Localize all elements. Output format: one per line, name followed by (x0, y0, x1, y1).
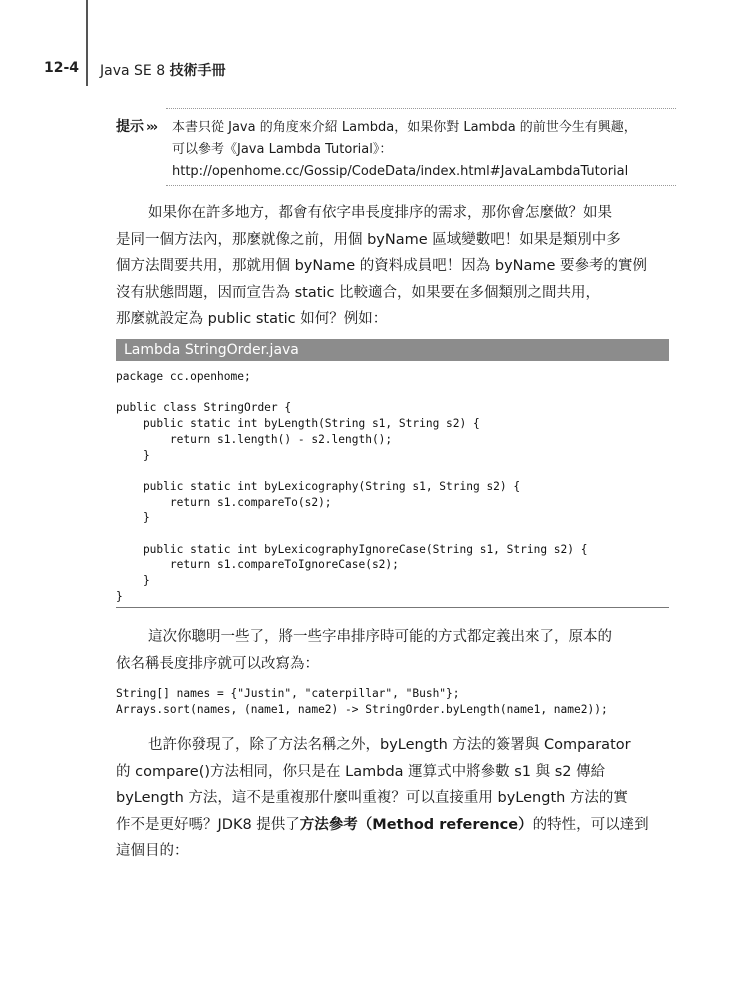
line-end: 的特性，可以達到 (532, 816, 649, 833)
code-line: } (116, 448, 150, 462)
code-line: public static int byLexicography(String s1, String s2) { (116, 479, 521, 493)
tip-line: 可以參考《Java Lambda Tutorial》： (172, 142, 393, 157)
paragraph-line: 也許你發現了，除了方法名稱之外，byLength 方法的簽署與 Comparator (148, 737, 631, 753)
paragraph-line: 那麼就設定為 public static 如何？例如： (116, 311, 388, 327)
triple-chevron-icon: ››› (146, 120, 157, 135)
method-reference-term: 方法參考（Method reference） (299, 816, 533, 833)
book-title-bold: 技術手冊 (169, 63, 226, 79)
tip-label (116, 116, 156, 136)
code-line: } (116, 511, 150, 525)
paragraph-3 (116, 732, 672, 865)
code-listing-bottom-rule (116, 607, 669, 608)
paragraph-line: 是同一個方法內，那麼就像之前，用個 byName 區域變數吧！如果是類別中多 (116, 231, 621, 248)
code-listing (116, 369, 669, 605)
header-vertical-rule (86, 0, 88, 86)
line-start: 作不是更好嗎？JDK8 提供了 (116, 816, 300, 833)
tip-label-text: 提示 (116, 119, 144, 135)
paragraph-line: 沒有狀態問題，因而宣告為 static 比較適合，如果要在多個類別之間共用， (116, 284, 601, 301)
code-line: public static int byLexicographyIgnoreCase(String s1, String s2) { (116, 542, 588, 556)
paragraph-line: 這次你聰明一些了，將一些字串排序時可能的方式都定義出來了，原本的 (148, 629, 612, 645)
code-line: String[] names = {"Justin", "caterpillar", "Bush"}; (116, 687, 460, 700)
paragraph-line: 個方法間要共用，那就用個 byName 的資料成員吧！因為 byName 要參考的實例 (116, 258, 648, 274)
paragraph-line: 如果你在許多地方，都會有依字串長度排序的需求，那你會怎麼做？如果 (148, 205, 612, 221)
tip-box (166, 108, 676, 186)
tip-line: 本書只從 Java 的角度來介紹 Lambda，如果你對 Lambda 的前世今生有興趣， (172, 120, 637, 135)
paragraph-line: byLength 方法，這不是重複那什麼叫重複？可以直接重用 byLength 方法的實 (116, 790, 628, 806)
code-snippet (116, 686, 669, 717)
code-line: } (116, 574, 150, 588)
paragraph-line: 依名稱長度排序就可以改寫為： (116, 655, 319, 672)
code-line: return s1.compareTo(s2); (116, 495, 332, 509)
paragraph-line: 的 compare()方法相同，你只是在 Lambda 運算式中將參數 s1 與 s2 傳給 (116, 763, 606, 780)
paragraph-2 (116, 624, 672, 677)
tip-link: http://openhome.cc/Gossip/CodeData/index.html#JavaLambdaTutorial (172, 164, 629, 179)
code-line: package cc.openhome; (116, 370, 251, 383)
paragraph-1 (116, 200, 672, 333)
paragraph-line: 這個目的： (116, 843, 189, 859)
book-title (100, 60, 226, 80)
code-line: return s1.length() - s2.length(); (116, 432, 393, 446)
page-number: 12-4 (44, 60, 80, 76)
code-line: Arrays.sort(names, (name1, name2) -> StringOrder.byLength(name1, name2)); (116, 702, 608, 716)
book-title-prefix: Java SE 8 (100, 63, 170, 79)
code-listing-title: Lambda StringOrder.java (116, 339, 669, 361)
code-line: public class StringOrder { (116, 401, 292, 415)
paragraph-line (116, 812, 672, 839)
code-line: public static int byLength(String s1, String s2) { (116, 417, 480, 431)
code-line: } (116, 589, 123, 603)
code-line: return s1.compareToIgnoreCase(s2); (116, 558, 399, 572)
